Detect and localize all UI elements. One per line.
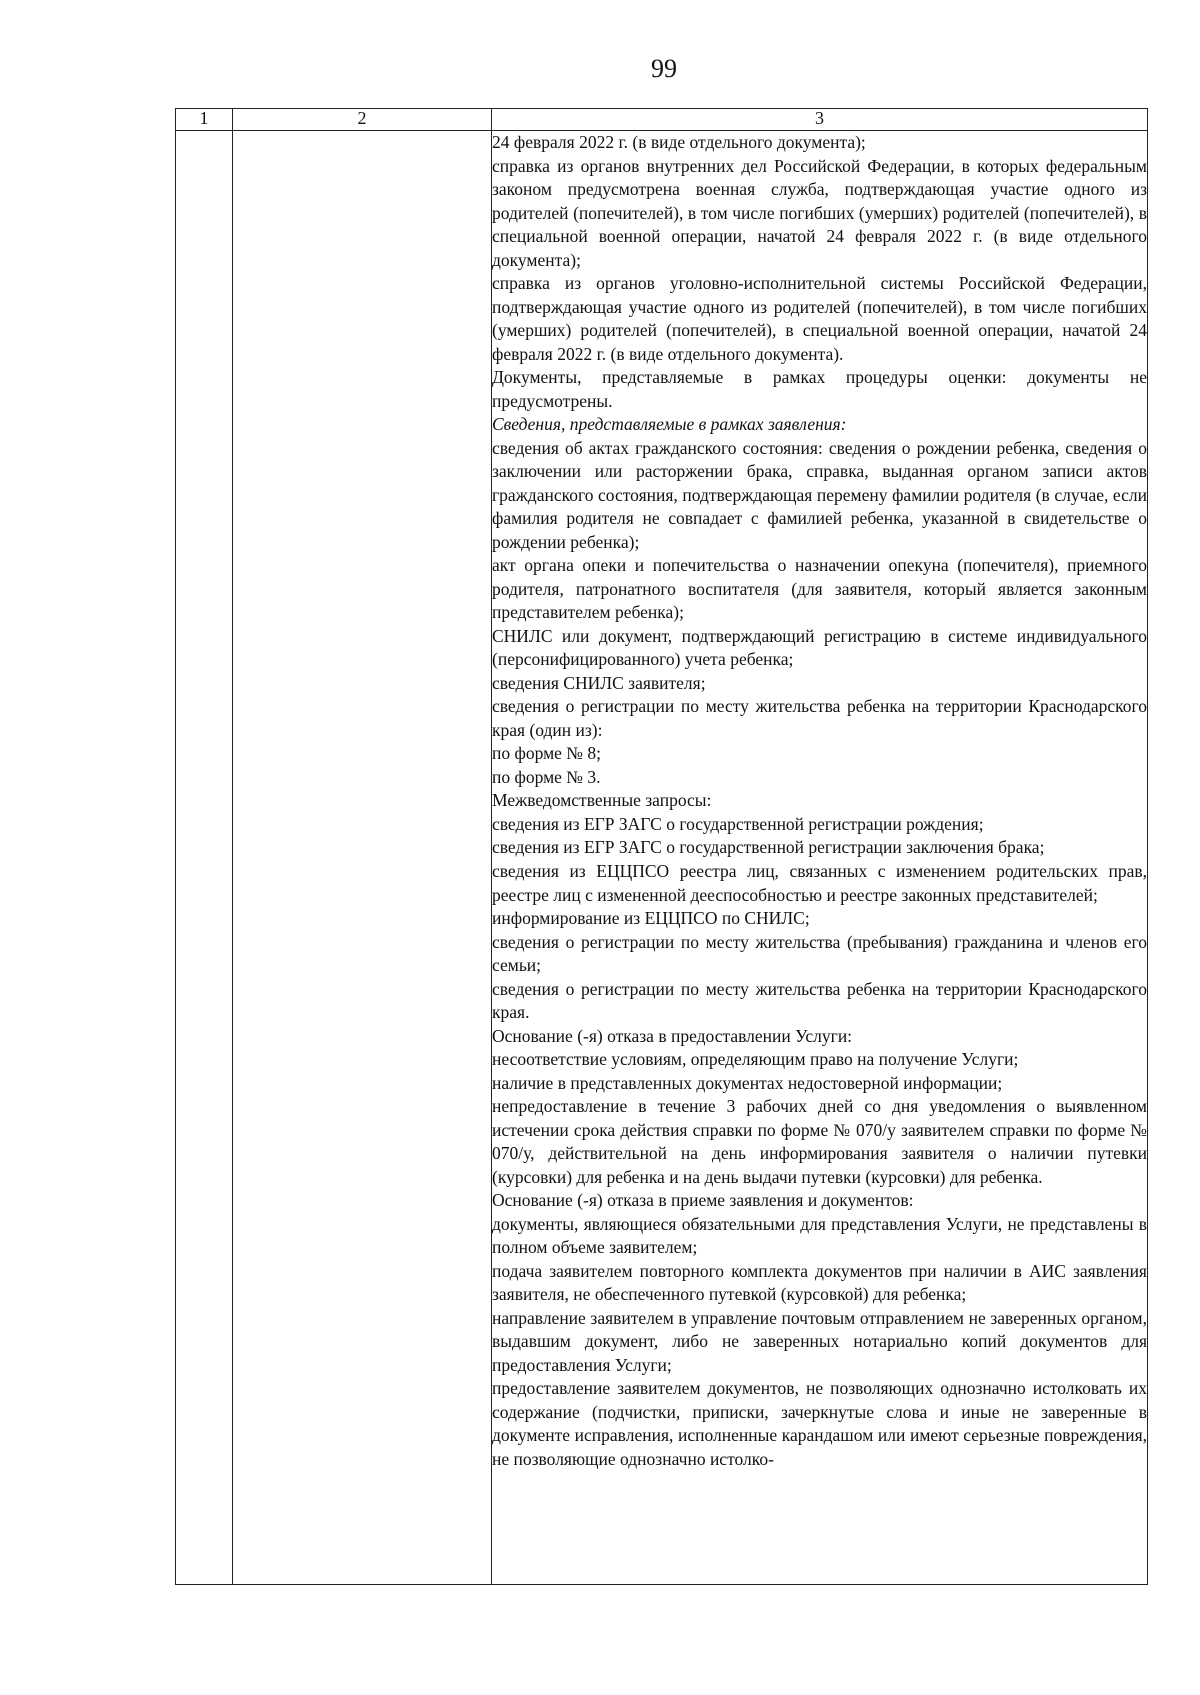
column-header-3: 3 [492,109,1148,131]
document-table [175,108,1148,1585]
paragraph: непредоставление в течение 3 рабочих дней со дня уведомления о выявленном истечении срока действия справки по форме № 070/у заявителем справки по форме № 070/у, действительной на день информирования заявителя о наличии путевки (курсовки) для ребенка и на день выдачи путевки (курсовки) для ребенка. [492,1096,1147,1187]
paragraph: 24 февраля 2022 г. (в виде отдельного документа); [492,132,866,152]
paragraph: сведения о регистрации по месту жительства (пребывания) гражданина и членов его семьи; [492,931,1147,976]
paragraph: по форме № 8; [492,743,601,764]
cell-column-3 [492,131,1148,1585]
paragraph: информирование из ЕЦЦПСО по СНИЛС; [492,908,810,929]
paragraph: документы, являющиеся обязательными для представления Услуги, не представлены в полном объеме заявителем; [492,1213,1147,1258]
paragraph: Документы, представляемые в рамках процедуры оценки: документы не предусмотрены. [492,367,1147,411]
paragraph: акт органа опеки и попечительства о назначении опекуна (попечителя), приемного родителя, патронатного воспитателя (для заявителя, который является законным представителем ребенка); [492,555,1147,623]
cell-column-2 [233,131,492,1585]
paragraph: сведения о регистрации по месту жительства ребенка на территории Краснодарского края. [492,978,1147,1023]
table-header-row [176,109,1148,131]
paragraph: сведения из ЕГР ЗАГС о государственной регистрации заключения брака; [492,837,1045,858]
column-header-1: 1 [176,109,233,131]
paragraph: подача заявителем повторного комплекта документов при наличии в АИС заявления заявителя, не обеспеченного путевкой (курсовкой) для ребенка; [492,1260,1147,1305]
column-header-2: 2 [233,109,492,131]
table-row [176,131,1148,1585]
paragraph: сведения СНИЛС заявителя; [492,672,706,693]
paragraph: сведения о регистрации по месту жительства ребенка на территории Краснодарского края (один из): [492,696,1147,740]
paragraph: Основание (-я) отказа в приеме заявления и документов: [492,1190,914,1211]
paragraph: сведения об актах гражданского состояния: сведения о рождении ребенка, сведения о заключении или расторжении брака, справка, выданная органом записи актов гражданского состояния, подтверждающая перемену фамилии родителя (в случае, если фамилия родителя не совпадает с фамилией ребенка, указанной в свидетельстве о рождении ребенка); [492,437,1147,552]
paragraph: сведения из ЕЦЦПСО реестра лиц, связанных с изменением родительских прав, реестре лиц с измененной дееспособностью и реестре законных представителей; [492,860,1147,905]
paragraph: Сведения, представляемые в рамках заявления: [492,414,847,435]
cell-column-3-text [492,131,1147,1471]
page-number: 99 [651,54,677,83]
paragraph: справка из органов уголовно-исполнительной системы Российской Федерации, подтверждающая участие одного из родителей (попечителей), в том числе погибших (умерших) родителей (попечителей), в специальной военной операции, начатой 24 февраля 2022 г. (в виде отдельного документа). [492,273,1147,364]
paragraph: предоставление заявителем документов, не позволяющих однозначно истолковать их содержание (подчистки, приписки, зачеркнутые слова и иные не заверенные в документе исправления, исполненные карандашом или имеют серьезные повреждения, не позволяющие однозначно истолко- [492,1378,1147,1469]
paragraph: сведения из ЕГР ЗАГС о государственной регистрации рождения; [492,813,984,834]
paragraph: по форме № 3. [492,766,601,787]
paragraph: наличие в представленных документах недостоверной информации; [492,1072,1003,1093]
paragraph: направление заявителем в управление почтовым отправлением не заверенных органом, выдавшим документ, либо не заверенных нотариально копий документов для предоставления Услуги; [492,1307,1147,1375]
paragraph: Основание (-я) отказа в предоставлении Услуги: [492,1025,853,1046]
paragraph: несоответствие условиям, определяющим право на получение Услуги; [492,1049,1019,1070]
cell-column-1 [176,131,233,1585]
paragraph: справка из органов внутренних дел Российской Федерации, в которых федеральным законом предусмотрена военная служба, подтверждающая участие одного из родителей (попечителей), в том числе погибших (умерших) родителей (попечителей), в специальной военной операции, начатой 24 февраля 2022 г. (в виде отдельного документа); [492,155,1147,270]
paragraph: СНИЛС или документ, подтверждающий регистрацию в системе индивидуального (персонифицированного) учета ребенка; [492,625,1147,670]
paragraph: Межведомственные запросы: [492,790,712,811]
